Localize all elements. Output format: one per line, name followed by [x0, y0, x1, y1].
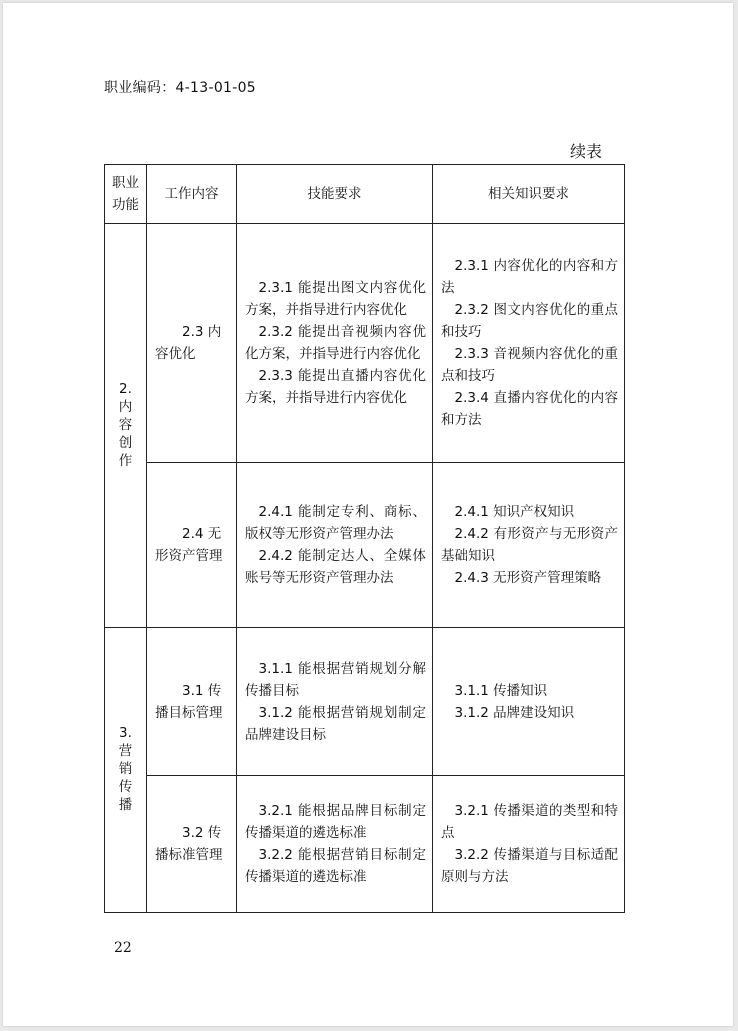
- knowledge-cell: 3.1.1 传播知识 3.1.2 品牌建设知识: [433, 628, 625, 776]
- skill-cell: 2.3.1 能提出图文内容优化方案，并指导进行内容优化 2.3.2 能提出音视频内容优化方案，并指导进行内容优化 2.3.3 能提出直播内容优化方案，并指导进行内容优化: [237, 224, 433, 463]
- work-cell: 2.3 内容优化: [147, 224, 237, 463]
- occupation-code: 职业编码：4-13-01-05: [104, 80, 257, 96]
- work-cell: 3.1 传播目标管理: [147, 628, 237, 776]
- table-row: [105, 628, 625, 776]
- continued-label: 续表: [570, 142, 603, 161]
- header-work: 工作内容: [147, 165, 237, 224]
- skill-cell: 3.1.1 能根据营销规划分解传播目标 3.1.2 能根据营销规划制定品牌建设目标: [237, 628, 433, 776]
- page-number: 22: [114, 940, 132, 956]
- table-row: [105, 776, 625, 913]
- table-row: [105, 224, 625, 463]
- function-label: 3. 营销传播: [118, 725, 133, 813]
- function-label: 2. 内容创作: [118, 380, 133, 469]
- knowledge-cell: 2.4.1 知识产权知识 2.4.2 有形资产与无形资产基础知识 2.4.3 无形资产管理策略: [433, 463, 625, 628]
- skills-table: [104, 164, 625, 913]
- knowledge-cell: 3.2.1 传播渠道的类型和特点 3.2.2 传播渠道与目标适配原则与方法: [433, 776, 625, 913]
- table-row: [105, 463, 625, 628]
- table-header-row: [105, 165, 625, 224]
- knowledge-cell: 2.3.1 内容优化的内容和方法 2.3.2 图文内容优化的重点和技巧 2.3.3 音视频内容优化的重点和技巧 2.3.4 直播内容优化的内容和方法: [433, 224, 625, 463]
- skill-cell: 2.4.1 能制定专利、商标、版权等无形资产管理办法 2.4.2 能制定达人、全媒体账号等无形资产管理办法: [237, 463, 433, 628]
- document-page: [3, 3, 733, 1026]
- function-cell: [105, 628, 147, 913]
- header-knowledge: 相关知识要求: [433, 165, 625, 224]
- header-skills: 技能要求: [237, 165, 433, 224]
- work-cell: 3.2 传播标准管理: [147, 776, 237, 913]
- skill-cell: 3.2.1 能根据品牌目标制定传播渠道的遴选标准 3.2.2 能根据营销目标制定传播渠道的遴选标准: [237, 776, 433, 913]
- function-cell: [105, 224, 147, 628]
- work-cell: 2.4 无形资产管理: [147, 463, 237, 628]
- header-function: 职业功能: [105, 165, 147, 224]
